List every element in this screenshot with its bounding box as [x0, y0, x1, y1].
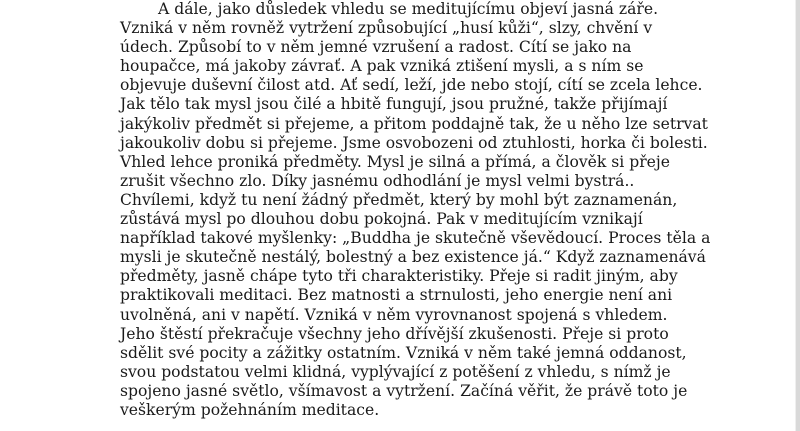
- text-line: Chvílemi, když tu není žádný předmět, který by mohl být zaznamenán,: [120, 190, 678, 209]
- text-line: předměty, jasně chápe tyto tři charakteristiky. Přeje si radit jiným, aby: [120, 267, 678, 286]
- text-line: uvolněná, ani v napětí. Vzniká v něm vyrovnanost spojená s vhledem.: [120, 305, 668, 324]
- text-line: zůstává mysl po dlouhou dobu pokojná. Pak v meditujícím vznikají: [120, 210, 643, 229]
- paragraph: [120, 0, 800, 420]
- text-line: Jeho štěstí překračuje všechny jeho dřívější zkušenosti. Přeje si proto: [120, 324, 669, 343]
- text-line: veškerým požehnáním meditace.: [120, 400, 380, 419]
- text-line: údech. Způsobí to v něm jemné vzrušení a radost. Cítí se jako na: [120, 38, 632, 57]
- text-line: Jak tělo tak mysl jsou čilé a hbitě fungují, jsou pružné, takže přijímají: [120, 95, 668, 114]
- text-line: jakoukoliv dobu si přejeme. Jsme osvobozeni od ztuhlosti, horka či bolesti.: [120, 133, 708, 152]
- text-line: sdělit své pocity a zážitky ostatním. Vzniká v něm také jemná oddanost,: [120, 343, 687, 362]
- text-line: například takové myšlenky: „Buddha je skutečně vševědoucí. Proces těla a: [120, 229, 711, 248]
- text-line: houpačce, má jakoby závrať. A pak vzniká ztišení mysli, a s ním se: [120, 57, 644, 76]
- text-line: praktikovali meditaci. Bez matnosti a strnulosti, jeho energie není ani: [120, 286, 673, 305]
- text-line: jakýkoliv předmět si přejeme, a přitom poddajně tak, že u něho lze setrvat: [120, 114, 708, 133]
- text-line: Vhled lehce proniká předměty. Mysl je silná a přímá, a člověk si přeje: [120, 152, 670, 171]
- text-line: objevuje duševní čilost atd. Ať sedí, leží, jde nebo stojí, cítí se zcela lehce.: [120, 76, 703, 95]
- text-line: mysli je skutečně nestálý, bolestný a bez existence já.“ Když zaznamenává: [120, 248, 706, 267]
- text-line: A dále, jako důsledek vhledu se meditujícímu objeví jasná záře.: [158, 0, 659, 18]
- text-line: zrušit všechno zlo. Díky jasnému odhodlání je mysl velmi bystrá..: [120, 171, 635, 190]
- text-line: spojeno jasné světlo, všímavost a vytržení. Začíná věřit, že právě toto je: [120, 381, 688, 400]
- page-edge: [796, 0, 800, 431]
- text-line: svou podstatou velmi klidná, vyplývající z potěšení z vhledu, s nímž je: [120, 362, 671, 381]
- text-line: Vzniká v něm rovněž vytržení způsobující „husí kůži“, slzy, chvění v: [120, 19, 653, 38]
